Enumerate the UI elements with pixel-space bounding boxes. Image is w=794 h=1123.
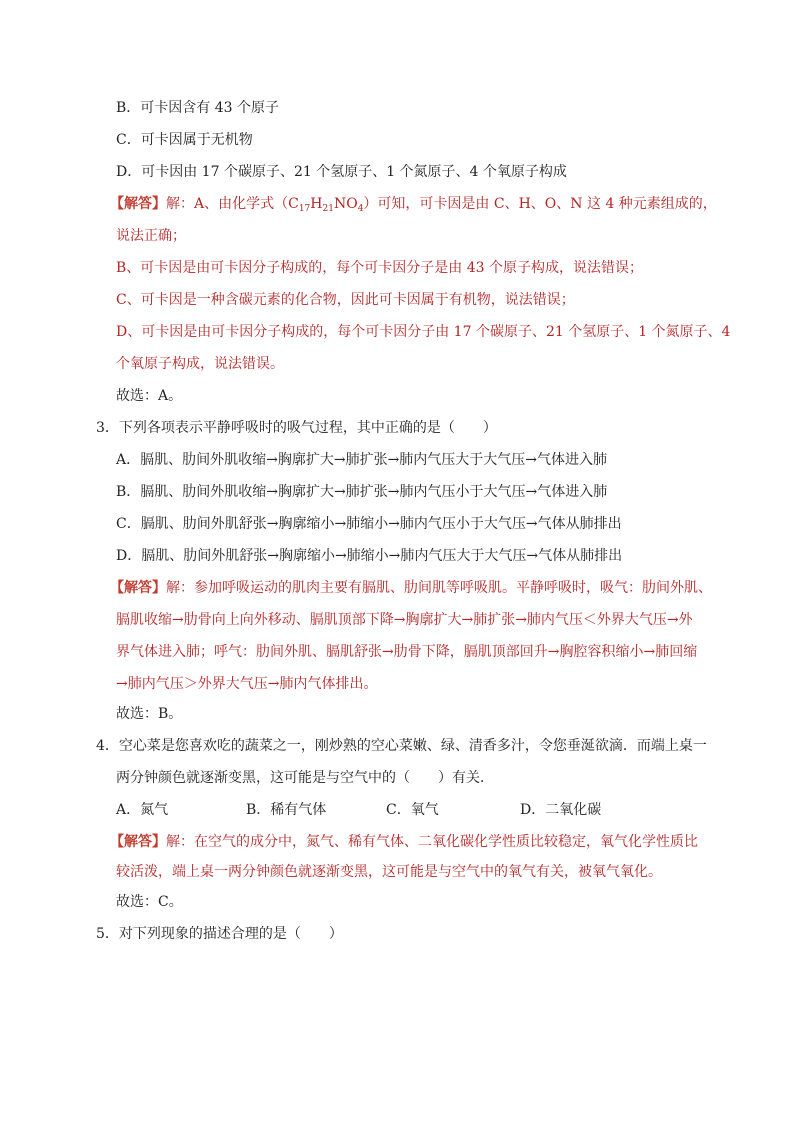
q2-option-c: C．可卡因属于无机物 <box>116 132 253 148</box>
q3-answer-line-4: →肺内气压＞外界大气压→肺内气体排出。 <box>116 676 378 692</box>
q2-answer-line-3: B、可卡因是由可卡因分子构成的，每个可卡因分子是由 43 个原子构成，说法错误； <box>116 260 644 276</box>
q4-answer-line-2: 较活泼，端上桌一两分钟颜色就逐渐变黑，这可能是与空气中的氧气有关，被氧气氧化。 <box>116 864 662 880</box>
q2-answer-line-2: 说法正确； <box>116 228 186 244</box>
q2-answer-line-6: 个氧原子构成，说法错误。 <box>116 356 284 372</box>
q3-answer-line-1: 【解答】解：参加呼吸运动的肌肉主要有膈肌、肋间肌等呼吸肌。平静呼吸时，吸气：肋间外肌、 <box>110 580 712 596</box>
q3-option-c: C．膈肌、肋间外肌舒张→胸廓缩小→肺缩小→肺内气压小于大气压→气体从肺排出 <box>116 516 622 532</box>
q2-answer-line-5: D、可卡因是由可卡因分子构成的，每个可卡因分子由 17 个碳原子、21 个氢原子、1 个氮原子、4 <box>116 324 731 340</box>
q4-option-b: B．稀有气体 <box>246 802 327 818</box>
q4-stem-line-2: 两分钟颜色就逐渐变黑，这可能是与空气中的（ ）有关． <box>116 770 494 786</box>
q3-answer-line-2: 膈肌收缩→肋骨向上向外移动、膈肌顶部下降→胸廓扩大→肺扩张→肺内气压＜外界大气压→外 <box>116 612 693 628</box>
q2-choice: 故选：A。 <box>116 388 183 404</box>
q4-choice: 故选：C。 <box>116 894 183 910</box>
q3-answer-line-3: 界气体进入肺；呼气：肋间外肌、膈肌舒张→肋骨下降，膈肌顶部回升→胸腔容积缩小→肺回缩 <box>116 644 698 660</box>
q4-options-row <box>116 800 601 820</box>
q2-option-b: B．可卡因含有 43 个原子 <box>116 100 280 116</box>
answer-tag: 【解答】 <box>110 834 166 850</box>
q3-option-a: A．膈肌、肋间外肌收缩→胸廓扩大→肺扩张→肺内气压大于大气压→气体进入肺 <box>116 452 608 468</box>
q2-answer-line-4: C、可卡因是一种含碳元素的化合物，因此可卡因属于有机物，说法错误； <box>116 292 575 308</box>
q4-stem-line-1: 4．空心菜是您喜欢吃的蔬菜之一，刚炒熟的空心菜嫩、绿、清香多汁，令您垂涎欲滴．而端上桌一 <box>96 738 707 754</box>
answer-tag: 【解答】 <box>110 580 166 596</box>
q3-option-d: D．膈肌、肋间外肌舒张→胸廓缩小→肺缩小→肺内气压大于大气压→气体从肺排出 <box>116 548 623 564</box>
q2-option-d: D．可卡因由 17 个碳原子、21 个氢原子、1 个氮原子、4 个氧原子构成 <box>116 164 567 180</box>
q4-option-d: D．二氧化碳 <box>520 802 602 818</box>
answer-tag: 【解答】 <box>110 196 166 212</box>
q2-answer-line-1: 【解答】解：A、由化学式$(C_{17}H_{21}NO_4)$可知，可卡因是由 C、H、O、N 这 4 种元素组成的， <box>110 196 717 214</box>
q5-stem: 5．对下列现象的描述合理的是（ ） <box>96 926 343 942</box>
q4-answer-line-1: 【解答】解：在空气的成分中，氮气、稀有气体、二氧化碳化学性质比较稳定，氧气化学性质比 <box>110 834 698 850</box>
q4-option-a: A．氮气 <box>116 802 169 818</box>
q4-option-c: C．氧气 <box>386 802 439 818</box>
q3-option-b: B．膈肌、肋间外肌收缩→胸廓扩大→肺扩张→肺内气压小于大气压→气体进入肺 <box>116 484 608 500</box>
q3-stem: 3．下列各项表示平静呼吸时的吸气过程，其中正确的是（ ） <box>96 420 497 436</box>
q3-choice: 故选：B。 <box>116 706 183 722</box>
